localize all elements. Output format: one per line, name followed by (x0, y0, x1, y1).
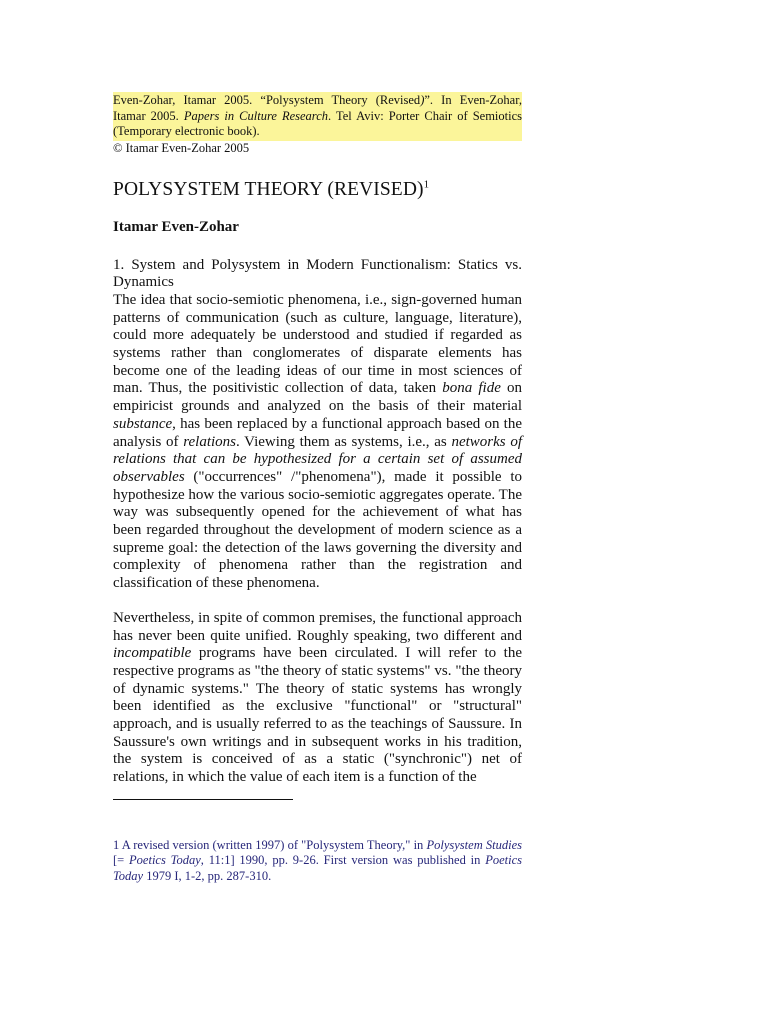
citation-text-1: Even-Zohar, Itamar 2005. “Polysystem Theory (Revised (113, 93, 421, 107)
footnote-text-1: 1 A revised version (written 1997) of "Polysystem Theory," in (113, 837, 427, 852)
footnote-italic-2: Poetics Today (129, 853, 201, 868)
document-title-text: POLYSYSTEM THEORY (REVISED) (113, 178, 424, 200)
footnote-separator (113, 799, 293, 800)
section-heading: 1. System and Polysystem in Modern Functionalism: Statics vs. Dynamics (113, 256, 522, 291)
citation-block (113, 92, 522, 141)
author-name: Itamar Even-Zohar (113, 218, 239, 235)
footnote-text-3: , 11:1] 1990, pp. 9-26. First version was published in (200, 853, 486, 868)
body-paragraph-2 (113, 610, 522, 787)
paragraph2-italic-1: incompatible (113, 645, 192, 662)
body-paragraph-1 (113, 292, 522, 593)
paragraph1-text-1: The idea that socio-semiotic phenomena, i.e., sign-governed human patterns of communication (such as culture, language, literature), could more adequately be understood and studied if regarded as systems rather than conglomerates of disparate elements has become one of the leading ideas of our time in most sciences of man. Thus, the positivistic collection of data, taken (113, 291, 522, 397)
paragraph1-text-5: ("occurrences" /"phenomena"), made it possible to hypothesize how the various socio-semiotic aggregates operate. The way was subsequently opened for the achievement of what has been regarded throughout the development of modern science as a supreme goal: the detection of the laws governing the diversity and complexity of phenomena rather than the registration and classification of these phenomena. (113, 468, 522, 592)
citation-text-3: . Tel Aviv: Porter Chair of Semiotics (Temporary electronic book). (113, 108, 522, 138)
paragraph1-text-3: , has been replaced by a functional approach based on the analysis of (113, 415, 522, 450)
paragraph2-text-1: Nevertheless, in spite of common premises, the functional approach has never been quite unified. Roughly speaking, two different and (113, 609, 522, 644)
paragraph1-italic-1: bona fide (442, 380, 501, 397)
footnote-1 (113, 838, 522, 885)
paragraph2-text-2: programs have been circulated. I will refer to the respective programs as "the theory of static systems" vs. "the theory of dynamic systems." The theory of static systems has wrongly been identified as the exclusive "functional" or "structural" approach, and is usually referred to as the teachings of Saussure. In Saussure's own writings and in subsequent works in his tradition, the system is conceived of as a static ("synchronic") net of relations, in which the value of each item is a function of the (113, 645, 522, 786)
copyright-notice: © Itamar Even-Zohar 2005 (113, 140, 250, 155)
document-page (113, 92, 522, 884)
footnote-italic-3: Poetics Today (113, 853, 522, 883)
footnote-italic-1: Polysystem Studies (426, 837, 523, 852)
paragraph1-italic-2: substance (113, 415, 173, 432)
paragraph1-text-4: . Viewing them as systems, i.e., as (236, 433, 452, 450)
paragraph1-italic-4: networks of relations that can be hypothesized for a certain set of assumed observables (113, 433, 522, 485)
citation-text-2: ”. In Even-Zohar, Itamar 2005. (113, 93, 523, 123)
footnote-text-2: [= (113, 853, 130, 868)
citation-italic-paren: ) (420, 93, 425, 107)
document-title (113, 178, 522, 202)
paragraph1-italic-3: relations (183, 433, 236, 450)
footnote-text-4: 1979 I, 1-2, pp. 287-310. (143, 868, 272, 883)
citation-book-title: Papers in Culture Research (183, 108, 329, 123)
paragraph1-text-2: on empiricist grounds and analyzed on the basis of their material (113, 380, 523, 415)
title-footnote-marker[interactable]: 1 (423, 178, 430, 190)
